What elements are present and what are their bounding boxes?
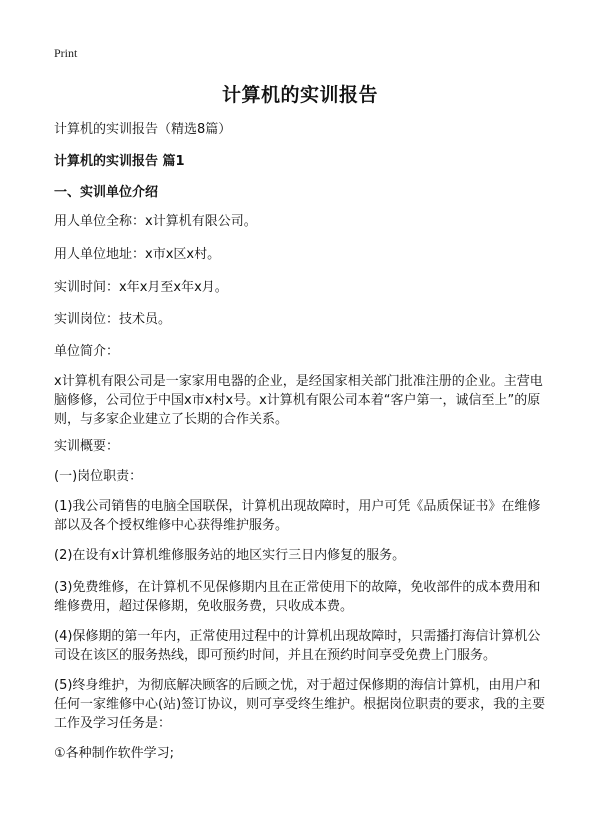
paragraph-duty-3: (3)免费维修，在计算机不见保修期内且在正常使用下的故障，免收部件的成本费用和维修费用，超过保修期，免收服务费，只收成本费。 [54, 580, 541, 614]
section-heading: 计算机的实训报告 篇1 [54, 154, 185, 169]
paragraph-employer-address: 用人单位地址：x市x区x村。 [54, 247, 221, 262]
paragraph-duty-4: (4)保修期的第一年内，正常使用过程中的计算机出现故障时，只需播打海信计算机公司设在该区的服务热线，即可预约时间，并且在预约时间享受免费上门服务。 [54, 629, 541, 663]
document-subtitle: 计算机的实训报告（精选8篇） [54, 122, 232, 137]
paragraph-duty-5: (5)终身维护，为彻底解决顾客的后顾之忧，对于超过保修期的海信计算机，由用户和任何一家维修中心(站)签订协议，则可享受终生维护。根据岗位职责的要求，我的主要工作及学习任务是： [54, 678, 546, 731]
document-title: 计算机的实训报告 [221, 84, 378, 106]
paragraph-duty-1: (1)我公司销售的电脑全国联保，计算机出现故障时，用户可凭《品质保证书》在维修部以及各个授权维修中心获得维护服务。 [54, 499, 541, 533]
paragraph-training-time: 实训时间：x年x月至x年x月。 [54, 280, 228, 295]
paragraph-company-intro: x计算机有限公司是一家家用电器的企业，是经国家相关部门批准注册的企业。主营电脑修修，公司位于中国x市x村x号。x计算机有限公司本着“客户第一，诚信至上”的原则，与多家企业建立了长期的合作关系。 [54, 374, 543, 427]
paragraph-duty-2: (2)在设有x计算机维修服务站的地区实行三日内修复的服务。 [54, 548, 406, 563]
paragraph-employer-name: 用人单位全称：x计算机有限公司。 [54, 214, 257, 229]
paragraph-overview-label: 实训概要： [54, 439, 120, 454]
part-heading: 一、实训单位介绍 [54, 185, 159, 200]
print-label: Print [54, 46, 78, 60]
paragraph-duties-heading: (一)岗位职责： [54, 469, 143, 484]
paragraph-task-1: ①各种制作软件学习; [54, 746, 175, 761]
paragraph-company-intro-label: 单位简介： [54, 344, 120, 359]
paragraph-training-position: 实训岗位：技术员。 [54, 312, 172, 327]
